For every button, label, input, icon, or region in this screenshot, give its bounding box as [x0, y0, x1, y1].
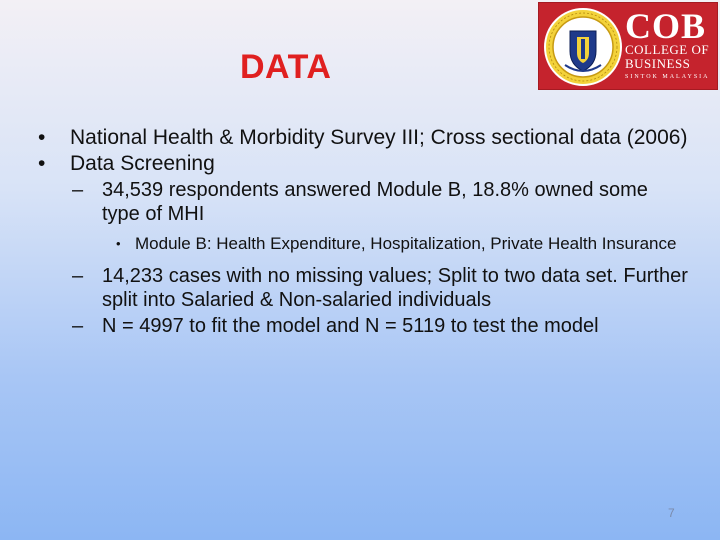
sub-sub-bullet-marker: •	[116, 236, 121, 251]
sub-bullet-item	[30, 264, 690, 312]
sub-bullet-marker: –	[72, 315, 84, 337]
sub-bullet-text: 34,539 respondents answered Module B, 18.8% owned some type of MHI	[102, 179, 648, 225]
bullet-item	[30, 152, 690, 176]
logo-abbr: COB	[625, 6, 707, 46]
sub-bullet-item	[30, 314, 690, 338]
logo-line3: SINTOK MALAYSIA	[625, 74, 710, 80]
bullet-list	[30, 126, 690, 338]
sub-bullet-text: 14,233 cases with no missing values; Split to two data set. Further split into Salaried & Non-salaried individuals	[102, 265, 688, 311]
college-of-business-logo	[538, 2, 718, 90]
sub-bullet-marker: –	[72, 265, 84, 287]
bullet-text: National Health & Morbidity Survey III; Cross sectional data (2006)	[70, 126, 688, 149]
sub-sub-bullet-text: Module B: Health Expenditure, Hospitalization, Private Health Insurance	[135, 234, 677, 253]
bullet-item	[30, 126, 690, 150]
logo-line1: COLLEGE OF	[625, 42, 710, 57]
logo-line2: BUSINESS	[625, 56, 691, 71]
bullet-marker: •	[38, 126, 46, 149]
page-number: 7	[668, 506, 675, 520]
bullet-marker: •	[38, 152, 46, 175]
sub-bullet-text: N = 4997 to fit the model and N = 5119 to test the model	[102, 315, 599, 337]
bullet-text: Data Screening	[70, 152, 215, 175]
sub-sub-bullet-item	[30, 234, 690, 254]
slide-title: DATA	[240, 48, 332, 86]
sub-bullet-marker: –	[72, 179, 84, 201]
sub-bullet-item	[30, 178, 690, 226]
university-seal-icon	[543, 7, 623, 87]
